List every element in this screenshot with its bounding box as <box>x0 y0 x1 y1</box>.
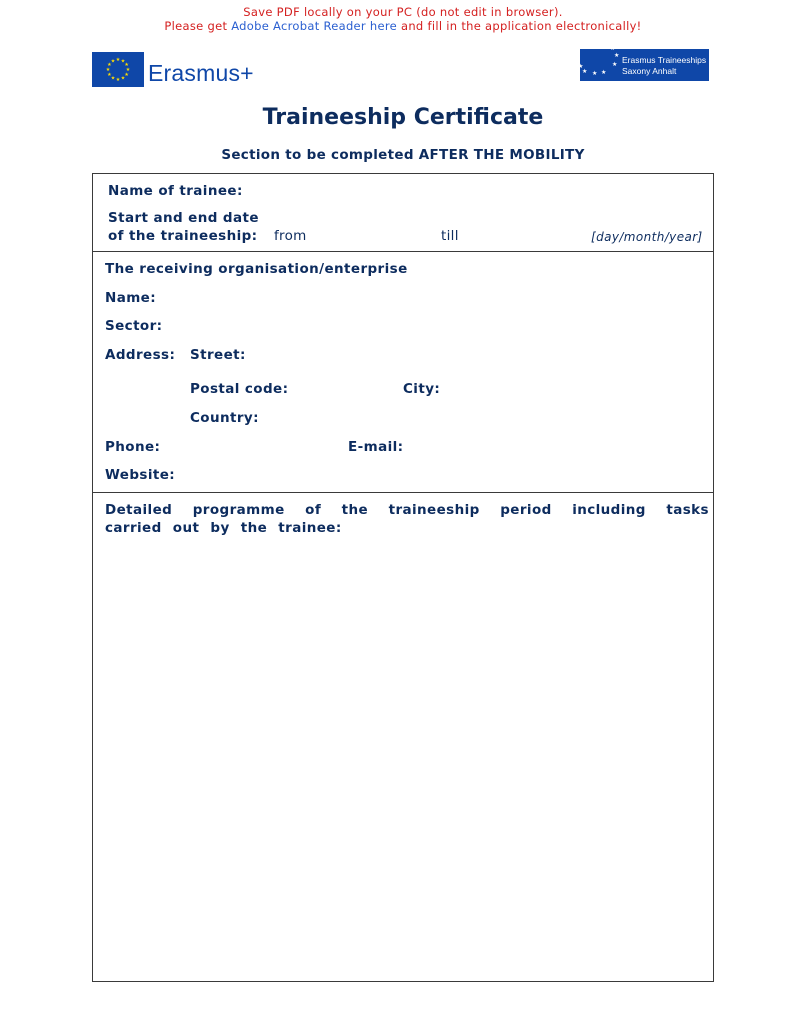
badge-line-2: Saxony Anhalt <box>622 66 677 76</box>
email-label: E-mail: <box>348 439 404 455</box>
notice-text-before: Please get <box>164 19 228 33</box>
svg-text:★: ★ <box>105 67 111 73</box>
website-label: Website: <box>105 467 176 483</box>
date-format-hint: [day/month/year] <box>591 230 703 244</box>
section-subtitle: Section to be completed AFTER THE MOBILITY <box>221 147 585 163</box>
org-name-label: Name: <box>105 290 157 306</box>
badge-text <box>622 55 712 77</box>
from-label: from <box>274 228 307 244</box>
till-label: till <box>441 228 459 244</box>
svg-text:★: ★ <box>582 68 588 75</box>
dates-label-line-1: Start and end date <box>108 210 259 226</box>
organisation-section <box>92 251 714 493</box>
svg-text:★: ★ <box>606 39 612 46</box>
page-title: Traineeship Certificate <box>262 105 544 130</box>
svg-text:★: ★ <box>115 57 121 63</box>
svg-text:★: ★ <box>107 62 112 68</box>
notice-text-after: and fill in the application electronically! <box>401 19 642 33</box>
adobe-reader-link[interactable]: Adobe Acrobat Reader here <box>231 19 398 33</box>
svg-text:★: ★ <box>592 70 598 77</box>
city-label: City: <box>403 381 441 397</box>
svg-text:★: ★ <box>120 58 126 65</box>
svg-text:★: ★ <box>612 61 618 68</box>
svg-text:★: ★ <box>614 52 620 59</box>
save-notice <box>0 5 806 33</box>
svg-text:★: ★ <box>107 72 112 78</box>
notice-line-2 <box>0 19 806 33</box>
address-label: Address: <box>105 347 176 363</box>
country-label: Country: <box>190 410 259 426</box>
svg-text:★: ★ <box>124 62 129 68</box>
svg-text:★: ★ <box>610 45 616 52</box>
organisation-heading: The receiving organisation/enterprise <box>105 261 408 277</box>
svg-text:★: ★ <box>110 58 116 65</box>
svg-text:★: ★ <box>110 75 116 82</box>
svg-text:★: ★ <box>601 69 607 76</box>
svg-text:★: ★ <box>115 77 121 83</box>
postal-code-label: Postal code: <box>190 381 289 397</box>
programme-description-label: Detailed programme of the traineeship period including tasks carried out by the trainee: <box>105 502 709 536</box>
eu-flag-icon <box>92 52 144 87</box>
trainee-section <box>92 173 714 252</box>
svg-text:★: ★ <box>124 72 129 78</box>
svg-text:★: ★ <box>120 75 126 82</box>
phone-label: Phone: <box>105 439 161 455</box>
street-label: Street: <box>190 347 246 363</box>
sector-label: Sector: <box>105 318 163 334</box>
svg-text:★: ★ <box>125 67 131 73</box>
programme-section <box>92 492 714 982</box>
svg-text:★: ★ <box>578 63 584 70</box>
notice-line-1: Save PDF locally on your PC (do not edit in browser). <box>243 5 563 19</box>
dates-label-line-2: of the traineeship: <box>108 228 258 244</box>
name-of-trainee-label: Name of trainee: <box>108 183 243 199</box>
badge-line-1: Erasmus Traineeships <box>622 55 707 65</box>
erasmus-plus-logo: Erasmus+ <box>148 60 254 86</box>
